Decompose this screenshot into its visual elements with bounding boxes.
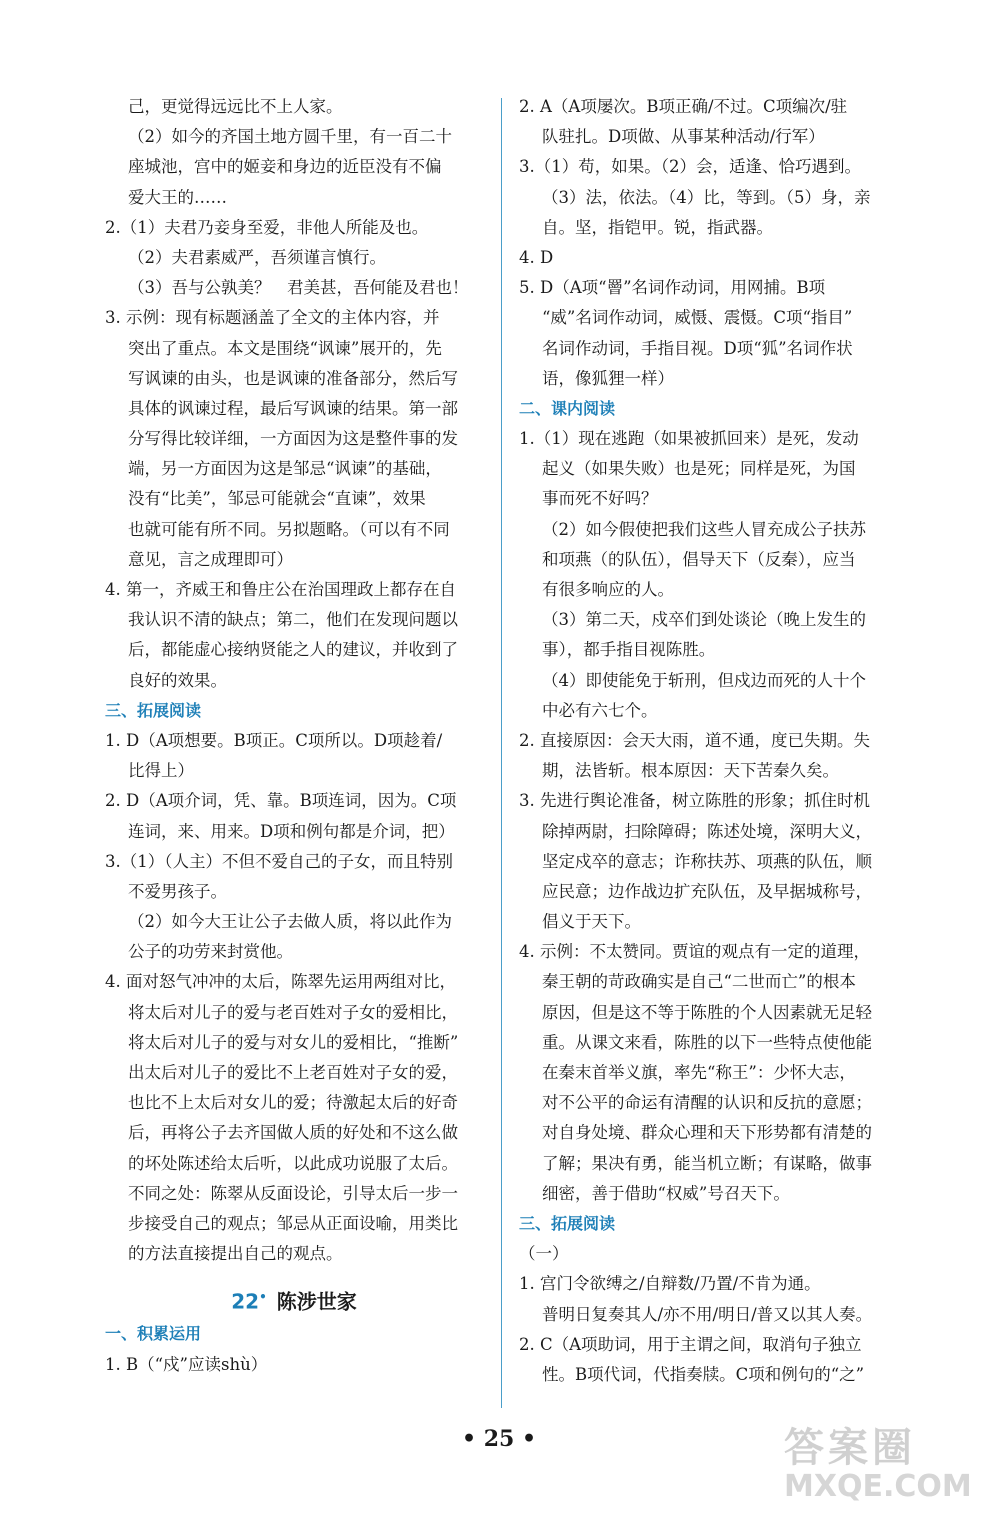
text-line: 不同之处：陈翠从反面设论，引导太后一步一 [128,1183,458,1203]
answer-item: 2. 直接原因：会天大雨，道不通，度已失期。失 [519,730,870,750]
text-line: （2）如今假使把我们这些人冒充成公子扶苏 [542,519,866,539]
text-line: 比得上） [128,761,194,781]
page-number: • 25 • [461,1426,537,1452]
text-line: 细密，善于借助“权威”号召天下。 [542,1183,790,1203]
answer-item: 3.（1）（人主）不但不爱自己的子女，而且特别 [105,851,453,871]
text-line: 分写得比较详细，一方面因为这是整件事的发 [128,429,458,449]
watermark-url: MXQE.COM [784,1469,972,1504]
right-column [519,92,897,1390]
answer-item: 5. D（A项“罾”名词作动词，用网捕。B项 [519,278,826,298]
text-line: 步接受自己的观点；邹忌从正面设喻，用类比 [128,1213,458,1233]
text-line: 期，法皆斩。根本原因：天下苦秦久矣。 [542,761,839,781]
text-line: 除掉两尉，扫除障碍；陈述处境，深明大义， [542,821,872,841]
chapter-number: 22 [231,1289,260,1314]
text-line: 对不公平的命运有清醒的认识和反抗的意愿； [542,1093,872,1113]
text-line: 对自身处境、群众心理和天下形势都有清楚的 [542,1123,872,1143]
text-line: 出太后对儿子的爱比不上老百姓对子女的爱， [128,1063,458,1082]
answer-item: 3. 先进行舆论准备，树立陈胜的形象；抓住时机 [519,791,870,811]
text-line: 倡义于天下。 [542,912,641,932]
answer-item: 2. D（A项介词，凭、靠。B项连词，因为。C项 [105,791,457,811]
answer-item: 2. A（A项屡次。B项正确/不过。C项编次/驻 [519,97,848,116]
answer-item: 3. 示例：现有标题涵盖了全文的主体内容，并 [105,308,440,328]
text-line: 爱大王的…… [128,187,227,207]
text-line: 秦王朝的苛政确实是自己“二世而亡”的根本 [542,972,856,992]
text-line: 不爱男孩子。 [128,881,227,901]
answer-item: 3.（1）苟，如果。（2）会，适逢、恰巧遇到。 [519,157,861,177]
column-divider [501,98,502,1408]
chapter-title [105,1269,483,1319]
text-line: 写讽谏的由头，也是讽谏的准备部分，然后写 [128,368,458,388]
text-line: 原因，但是这不等于陈胜的个人因素就无足轻 [542,1002,872,1022]
section-heading: 二、课内阅读 [519,398,616,418]
text-line: 端，另一方面因为这是邹忌“讽谏”的基础， [128,459,442,479]
text-line: 事），都手指目视陈胜。 [542,640,716,660]
subsection-label: （一） [519,1244,569,1264]
text-line: 没有“比美”，邹忌可能就会“直谏”，效果 [128,489,426,509]
answer-item: 1. B（“戍”应读shù） [105,1354,268,1374]
answer-item: 4. D [519,247,554,267]
section-heading: 三、拓展阅读 [105,700,202,720]
text-line: （3）法，依法。（4）比，等到。（5）身，亲 [542,187,871,207]
watermark-logo-text: 答案圈 [784,1425,916,1471]
text-line: 语，像狐狸一样） [542,368,674,388]
text-line: 己，更觉得远远比不上人家。 [128,97,343,116]
chapter-name: 陈涉世家 [276,1289,357,1314]
text-line: 和项燕（的队伍），倡导天下（反秦），应当 [542,549,856,569]
answer-item: 1. 宫门令欲缚之/自辩数/乃置/不肯为通。 [519,1274,821,1294]
text-line: 应民意；边作战边扩充队伍，及早据城称号， [542,881,872,901]
text-line: 也比不上太后对女儿的爱；待激起太后的好奇 [128,1093,458,1113]
text-line: 的坏处陈述给太后听，以此成功说服了太后。 [128,1153,458,1173]
answer-item: 4. 示例：不太赞同。贾谊的观点有一定的道理， [519,942,870,962]
chapter-dot: • [259,1290,267,1305]
text-line: 我认识不清的缺点；第二，他们在发现问题以 [128,610,458,630]
text-line: 突出了重点。本文是围绕“讽谏”展开的，先 [128,338,442,358]
text-line: 性。B项代词，代指奏牍。C项和例句的“之” [542,1364,865,1384]
text-line: 自。坚，指铠甲。锐，指武器。 [542,217,773,237]
text-line: 后，都能虚心接纳贤能之人的建议，并收到了 [128,640,458,660]
answer-item: 4. 面对怒气冲冲的太后，陈翠先运用两组对比， [105,972,456,992]
text-line: （3）吾与公孰美？ 君美甚，吾何能及君也！ [128,278,469,298]
text-line: 普明日复奏其人/亦不用/明日/普又以其人奏。 [542,1304,873,1324]
text-line: 公子的功劳来封赏他。 [128,942,293,962]
text-line: 事而死不好吗？ [542,489,658,509]
section-heading: 三、拓展阅读 [519,1213,616,1233]
text-line: 具体的讽谏过程，最后写讽谏的结果。第一部 [128,398,458,418]
answer-item: 2.（1）夫君乃妾身至爱，非他人所能及也。 [105,217,429,237]
answer-item: 4. 第一，齐威王和鲁庄公在治国理政上都存在自 [105,580,456,599]
text-line: 有很多响应的人。 [542,580,674,599]
text-line: 中必有六七个。 [542,700,658,720]
text-line: 坚定戍卒的意志；诈称扶苏、项燕的队伍，顺 [542,851,872,871]
text-line: 将太后对儿子的爱与老百姓对子女的爱相比， [128,1002,458,1022]
text-line: 在秦末首举义旗，率先“称王”：少怀大志， [542,1063,856,1082]
text-line: （2）如今的齐国土地方圆千里，有一百二十 [128,127,452,147]
section-heading: 一、积累运用 [105,1324,202,1344]
text-line: 良好的效果。 [128,670,227,690]
watermark-logo [784,1416,974,1526]
text-line: （2）如今大王让公子去做人质，将以此作为 [128,912,452,932]
text-line: 队驻扎。D项做、从事某种活动/行军） [542,127,825,147]
answer-item: 2. C（A项助词，用于主谓之间，取消句子独立 [519,1334,862,1354]
text-line: 也就可能有所不同。另拟题略。（可以有不同 [128,519,450,539]
text-line: 了解；果决有勇，能当机立断；有谋略，做事 [542,1153,872,1173]
text-line: 名词作动词，手指目视。D项“狐”名词作状 [542,338,853,358]
left-column [105,92,483,1380]
text-line: 起义（如果失败）也是死；同样是死，为国 [542,459,856,479]
text-line: 座城池，宫中的姬妾和身边的近臣没有不偏 [128,157,442,177]
text-line: （3）第二天，戍卒们到处谈论（晚上发生的 [542,610,866,630]
text-line: 后，再将公子去齐国做人质的好处和不这么做 [128,1123,458,1143]
answer-item: 1.（1）现在逃跑（如果被抓回来）是死，发动 [519,429,859,449]
text-line: 连词，来、用来。D项和例句都是介词，把） [128,821,455,841]
text-line: （2）夫君素威严，吾须谨言慎行。 [128,247,386,267]
text-line: 重。从课文来看，陈胜的以下一些特点使他能 [542,1032,872,1052]
text-line: （4）即使能免于斩刑，但戍边而死的人十个 [542,670,866,690]
text-line: 意见，言之成理即可） [128,549,293,569]
answer-item: 1. D（A项想要。B项正。C项所以。D项趁着/ [105,730,443,750]
text-line: 将太后对儿子的爱与对女儿的爱相比，“推断” [128,1032,459,1052]
text-line: “威”名词作动词，威慑、震慑。C项“指目” [542,308,853,328]
text-line: 的方法直接提出自己的观点。 [128,1244,343,1264]
